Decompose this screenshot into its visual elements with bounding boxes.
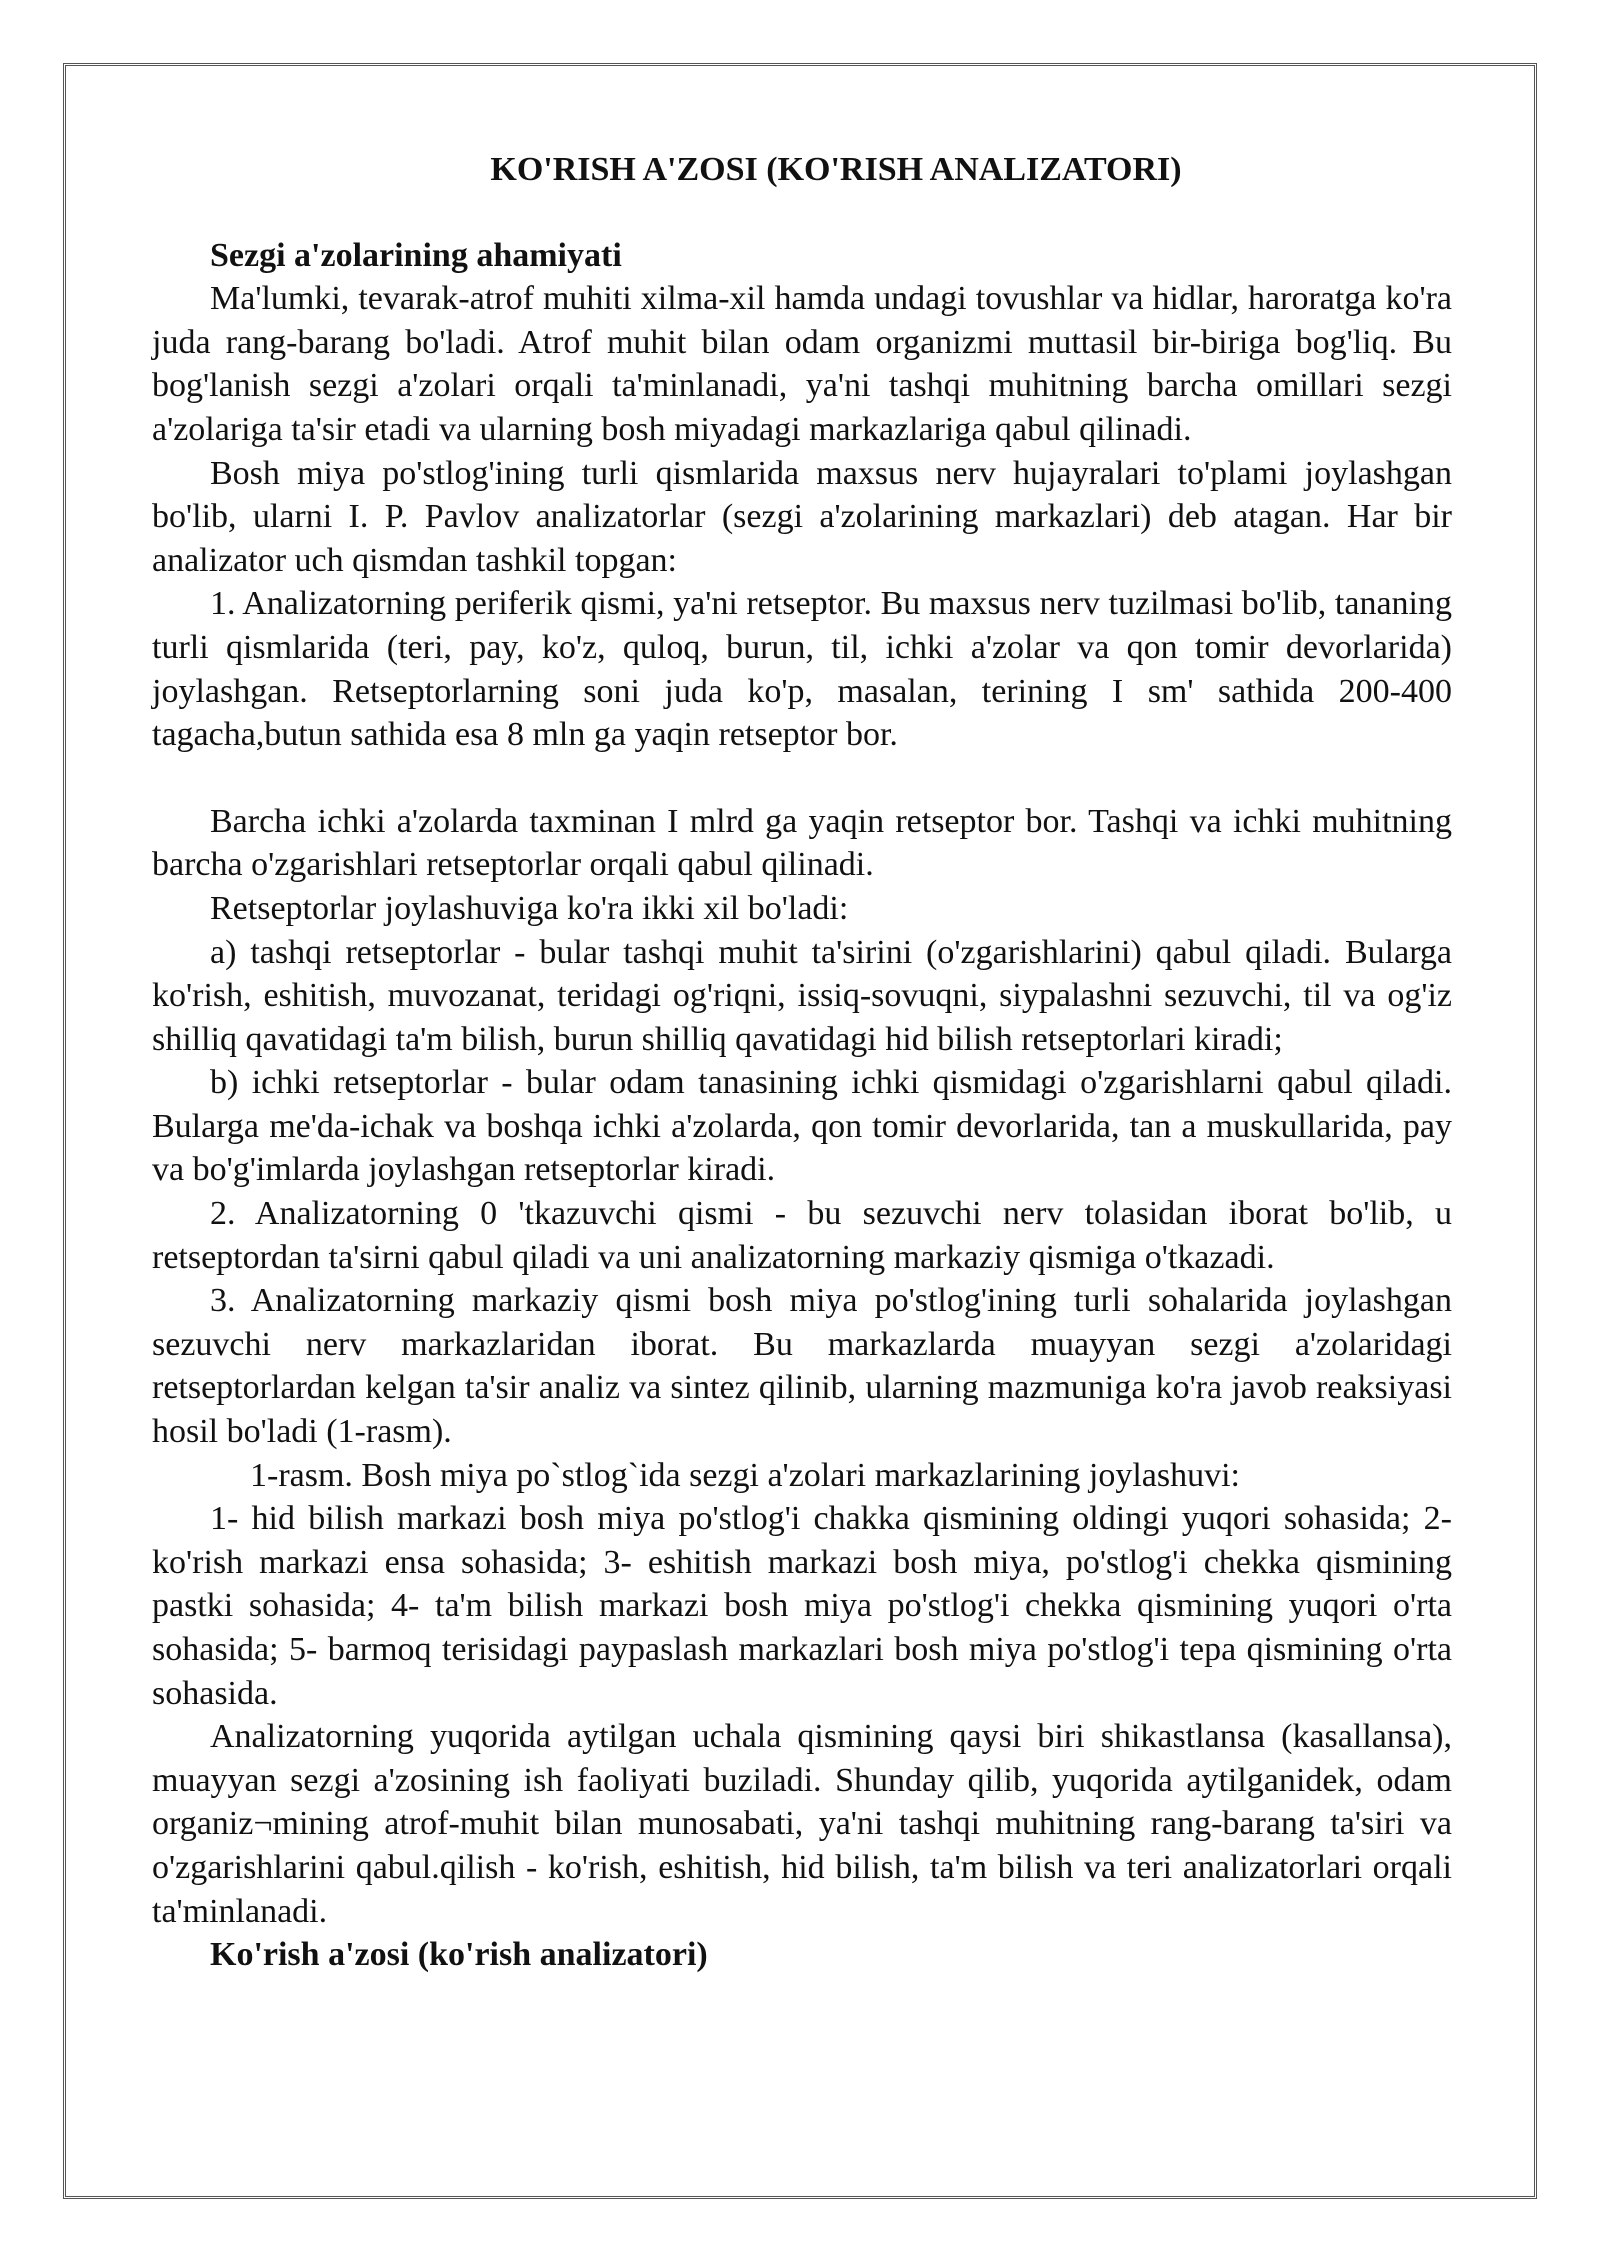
blank-line — [152, 757, 1452, 800]
paragraph-6: a) tashqi retseptorlar - bular tashqi muhit ta'sirini (o'zgarishlarini) qabul qiladi. Bularga ko'rish, eshitish, muvozanat, teridagi og'riqni, issiq-sovuqni, siypalashni sezuvchi, til va og'iz shilliq qavatidagi ta'm bilish, burun shilliq qavatidagi hid bilish retseptorlari kiradi; — [152, 933, 1452, 1058]
paragraph-9: 3. Analizatorning markaziy qismi bosh miya po'stlog'ining turli sohalarida joylashgan sezuvchi nerv markazlaridan iborat. Bu markazlarda muayyan sezgi a'zolaridagi retseptorlardan kelgan ta'sir analiz va sintez qilinib, ularning mazmuniga ko'ra javob reaksiyasi hosil bo'ladi (1-rasm). — [152, 1282, 1452, 1451]
paragraph-10: 1- hid bilish markazi bosh miya po'stlog'i chakka qismining oldingi yuqori sohasida; 2- ko'rish markazi ensa sohasida; 3- eshitish markazi bosh miya, po'stlog'i chekka qismining pastki sohasida; 4- ta'm bilish markazi bosh miya po'stlog'i chekka qismining yuqori o'rta sohasida; 5- barmoq terisidagi paypaslash markazlari bosh miya po'stlog'i tepa qismining o'rta sohasida. — [152, 1500, 1452, 1712]
paragraph-2: Bosh miya po'stlog'ining turli qismlarida maxsus nerv hujayralari to'plami joylashgan bo'lib, ularni I. P. Pavlov analizatorlar (sezgi a'zolarining markazlari) deb atagan. Har bir analizator uch qismdan tashkil topgan: — [152, 454, 1452, 579]
section-heading-vision-organ: Ko'rish a'zosi (ko'rish analizatori) — [210, 1936, 708, 1974]
paragraph-8: 2. Analizatorning 0 'tkazuvchi qismi - bu sezuvchi nerv tolasidan iborat bo'lib, u retseptordan ta'sirni qabul qiladi va uni analizatorning markaziy qismiga o'tkazadi. — [152, 1195, 1452, 1276]
document-page — [152, 148, 1452, 1977]
section-heading-sense-organs: Sezgi a'zolarining ahamiyati — [210, 236, 622, 274]
paragraph-11: Analizatorning yuqorida aytilgan uchala qismining qaysi biri shikastlansa (kasallansa), muayyan sezgi a'zosining ish faoliyati buziladi. Shunday qilib, yuqorida aytilganidek, odam organiz¬mining atrof-muhit bilan munosabati, ya'ni tashqi muhitning rang-barang ta'siri va o'zgarishlarini qabul.qilish - ko'rish, eshitish, hid bilish, ta'm bilish va teri analizatorlari orqali ta'minlanadi. — [152, 1718, 1452, 1930]
figure-caption: 1-rasm. Bosh miya po`stlog`ida sezgi a'zolari markazlarining joylashuvi: — [250, 1456, 1240, 1494]
paragraph-3: 1. Analizatorning periferik qismi, ya'ni retseptor. Bu maxsus nerv tuzilmasi bo'lib, tananing turli qismlarida (teri, pay, ko'z, quloq, burun, til, ichki a'zolar va qon tomir devorlarida) joylashgan. Retseptorlarning soni juda ko'p, masalan, terining I sm' sathida 200-400 tagacha,butun sathida esa 8 mln ga yaqin retseptor bor. — [152, 585, 1452, 754]
document-title: KO'RISH A'ZOSI (KO'RISH ANALIZATORI) — [490, 151, 1182, 188]
paragraph-5: Retseptorlar joylashuviga ko'ra ikki xil bo'ladi: — [210, 889, 849, 927]
paragraph-1: Ma'lumki, tevarak-atrof muhiti xilma-xil hamda undagi tovushlar va hidlar, haroratga ko'ra juda rang-barang bo'ladi. Atrof muhit bilan odam organizmi muttasil bir-biriga bog'liq. Bu bog'lanish sezgi a'zolari orqali ta'minlanadi, ya'ni tashqi muhitning barcha omillari sezgi a'zolariga ta'sir etadi va ularning bosh miyadagi markazlariga qabul qilinadi. — [152, 280, 1452, 448]
paragraph-4: Barcha ichki a'zolarda taxminan I mlrd ga yaqin retseptor bor. Tashqi va ichki muhitning barcha o'zgarishlari retseptorlar orqali qabul qilinadi. — [152, 802, 1452, 884]
paragraph-7: b) ichki retseptorlar - bular odam tanasining ichki qismidagi o'zgarishlarni qabul qiladi. Bularga me'da-ichak va boshqa ichki a'zolarda, qon tomir devorlarida, tan a muskullarida, pay va bo'g'imlarda joylashgan retseptorlar kiradi. — [152, 1064, 1452, 1189]
